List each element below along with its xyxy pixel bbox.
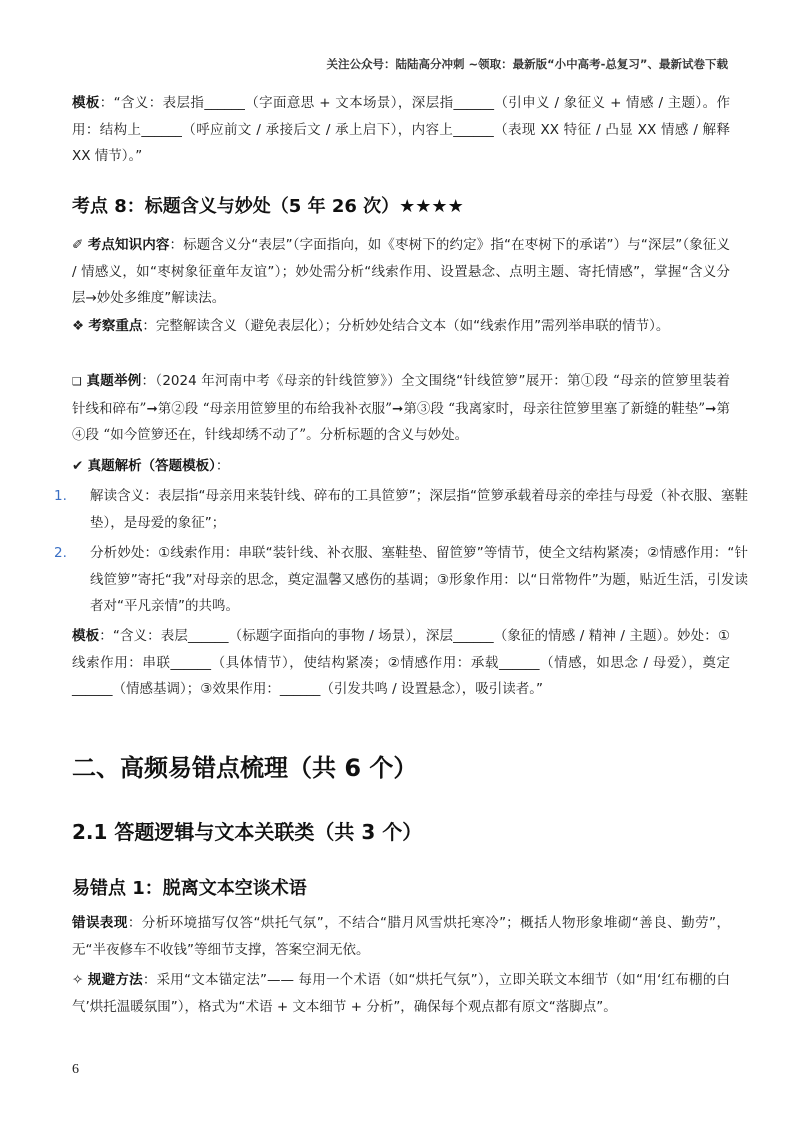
knowledge-label: 考点知识内容: [87, 237, 170, 253]
template-label: 模板: [72, 95, 100, 111]
list-item: [54, 483, 748, 536]
example-quote: 第①段 “母亲的笸箩里装着针线和碎布”➞第②段 “母亲用笸箩里的布给我补衣服”➞第③段 “我离家时，母亲往笸箩里塞了新缝的鞋垫”➞第④段 “如今笸箩还在，针线却绣不动了”: [72, 373, 731, 443]
list-number: 1.: [54, 488, 67, 504]
analysis-heading: [72, 453, 730, 480]
focus-text: ：完整解读含义（避免表层化）；分析妙处结合文本（如“线索作用”需列举串联的情节）。: [142, 318, 670, 334]
example-paragraph: [72, 368, 730, 449]
template-paragraph: [72, 623, 730, 703]
example-text: ：（2024 年河南中考《母亲的针线笸箩》）全文围绕“针线笸箩”展开：: [141, 373, 568, 389]
pencil-icon: ✐: [72, 237, 84, 253]
template-text: ：“含义：表层指______（字面意思 + 文本场景），深层指______（引申义 / 象征义 + 情感 / 主题）。作用：结构上______（呼应前文 / 承接后文 / 承上启下），内容上______（表现 XX 特征 / 凸显 XX 情感 / 解释 XX 情节）。”: [72, 95, 730, 164]
mistake-paragraph: [72, 910, 730, 963]
subsection-heading: 2.1 答题逻辑与文本关联类（共 3 个）: [72, 820, 423, 844]
avoid-label: 规避方法: [87, 972, 143, 988]
focus-paragraph: [72, 313, 730, 340]
mistake-text: ：分析环境描写仅答“烘托气氛”，不结合“腊月风雪烘托寒冷”；概括人物形象堆砌“善良、勤劳”，无“半夜修车不收钱”等细节支撑，答案空洞无依。: [72, 915, 731, 958]
list-text: 分析妙处：①线索作用：串联“装针线、补衣服、塞鞋垫、留笸箩”等情节，使全文结构紧凑；②情感作用：“针线笸箩”寄托“我”对母亲的思念，奠定温馨又感伤的基调；③形象作用：以“日常物件”为题，贴近生活，引发读者对“平凡亲情”的共鸣。: [90, 545, 748, 614]
list-number: 2.: [54, 545, 67, 561]
template-text: ：“含义：表层______（标题字面指向的事物 / 场景），深层______（象征的情感 / 精神 / 主题）。妙处：①线索作用：串联______（具体情节），使结构紧凑；②情感作用：承载______（情感，如思念 / 母爱），奠定______（情感基调）；③效果作用：______（引发共鸣 / 设置悬念），吸引读者。”: [72, 628, 730, 697]
diamond-icon: ❖: [72, 318, 85, 334]
focus-label: 考察重点: [88, 318, 143, 334]
sparkle-icon: ✧: [72, 972, 84, 988]
checkbox-icon: ❑: [72, 375, 82, 388]
example-label: 真题举例: [86, 373, 142, 389]
check-icon: ✔: [72, 458, 84, 474]
section-heading: 考点 8：标题含义与妙处（5 年 26 次）★★★★: [72, 196, 464, 217]
template-paragraph: [72, 90, 730, 170]
knowledge-paragraph: [72, 232, 730, 312]
error-point-heading: 易错点 1：脱离文本空谈术语: [72, 878, 307, 899]
page-number: 6: [72, 1062, 79, 1077]
chapter-heading: 二、高频易错点梳理（共 6 个）: [72, 754, 418, 782]
page-header: 关注公众号：陆陆高分冲刺 ~领取：最新版“小中高考-总复习”、最新试卷下载: [326, 57, 728, 71]
list-text: 解读含义：表层指“母亲用来装针线、碎布的工具笸箩”；深层指“笸箩承载着母亲的牵挂与母爱（补衣服、塞鞋垫），是母爱的象征”；: [90, 488, 748, 531]
avoid-text: ：采用“文本锚定法”—— 每用一个术语（如“烘托气氛”），立即关联文本细节（如“用‘红布棚的白气’烘托温暖氛围”），格式为“术语 + 文本细节 + 分析”，确保每个观点都有原文“落脚点”。: [72, 972, 731, 1015]
avoid-paragraph: [72, 967, 730, 1020]
knowledge-text: ：标题含义分“表层”（字面指向，如《枣树下的约定》指“在枣树下的承诺”）与“深层”（象征义 / 情感义，如“枣树象征童年友谊”）；妙处需分析“线索作用、设置悬念、点明主题、寄托情感”，掌握“含义分层→妙处多维度”解读法。: [72, 237, 731, 306]
analysis-colon: ：: [215, 458, 230, 474]
analysis-label: 真题解析（答题模板）: [87, 458, 216, 474]
mistake-label: 错误表现: [72, 915, 128, 931]
list-item: [54, 540, 748, 620]
template-label: 模板: [72, 628, 100, 644]
example-tail: 。分析标题的含义与妙处。: [306, 427, 469, 443]
